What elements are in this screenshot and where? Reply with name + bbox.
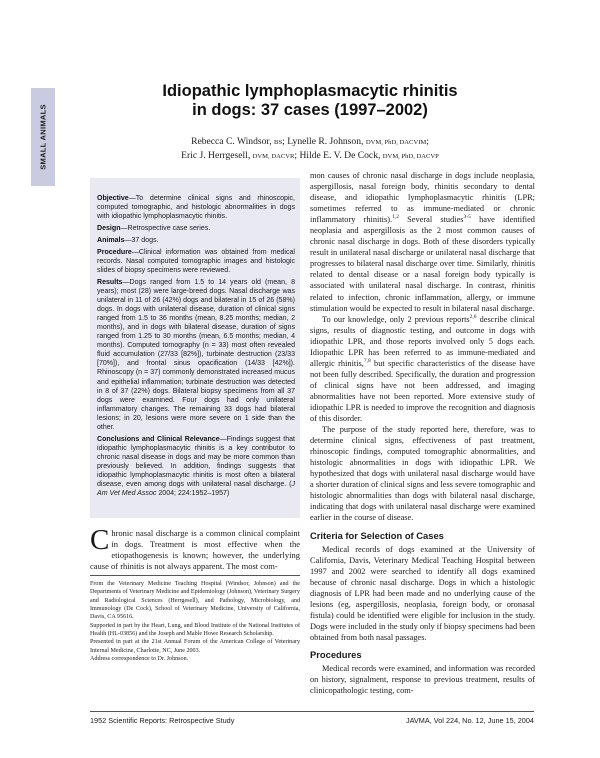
- body-text: mon causes of chronic nasal discharge in dogs include neoplasia, aspergillosis, nasal foreign body, rhinitis secondary to dental disease, and idiopathic lymphoplasmacytic rhinitis (LPR; sometimes referred to as immune-mediated or chronic inflammatory rhinitis).: [310, 171, 535, 225]
- footnote-presented: Presented in part at the 21st Annual Forum of the American College of Veterinary Internal Medicine, Charlotte, NC, June 2003.: [90, 639, 300, 654]
- abstract-text: —To determine clinical signs and rhinoscopic, computed tomographic, and histologic abnormalities in dogs with idiopathic lymphoplasmacytic rhinitis.: [97, 195, 295, 221]
- abstract-text: —Clinical information was obtained from medical records. Nasal computed tomographic images and histologic slides of biopsy specimens were reviewed.: [97, 248, 295, 274]
- abstract-label: Design: [97, 224, 121, 232]
- footnote-correspondence: Address correspondence to Dr. Johnson.: [90, 656, 189, 663]
- title-line-2: in dogs: 37 cases (1997–2002): [192, 101, 428, 119]
- abstract-text: —37 dogs.: [124, 236, 159, 244]
- drop-cap: C: [90, 524, 110, 556]
- reference-superscript: 7,8: [363, 358, 371, 365]
- section-tab: [31, 88, 55, 186]
- reference-superscript: 2,6: [469, 313, 477, 320]
- body-paragraph: [310, 314, 535, 424]
- abstract-design: [97, 224, 295, 233]
- body-paragraph: Medical records of dogs examined at the University of California, Davis, Veterinary Medical Teaching Hospital between 1997 and 2002 were searched to identify all dogs examined because of chronic nasal discharge. Dogs in which a histologic diagnosis of LPR had been made and no underlying cause of the lesions (eg, aspergillosis, neoplasia, foreign body, or oronasal fistula) could be identified were eligible for inclusion in the study. Dogs were included in the study only if biopsy specimens had been obtained from both nasal passages.: [310, 544, 536, 642]
- body-text: but specific characteristics of the disease have not been fully described. Specifically, the duration and progression of clinical signs have not been addressed, and imaging abnormalities have not been reported. More extensive study of idiopathic LPR is needed to improve the recognition and diagnosis of this disorder.: [310, 358, 535, 424]
- author-list: [80, 136, 540, 163]
- body-text: To our knowledge, only 2 previous reports: [322, 314, 470, 324]
- author-credentials: DVM, PhD, DACVIM: [365, 139, 427, 146]
- intro-text: hronic nasal discharge is a common clinical complaint in dogs. Treatment is most effective when the etiopathogenesis is known; however, the underlying cause of rhinitis is not always apparent. The most com-: [90, 528, 300, 571]
- section-heading-procedures: Procedures: [310, 648, 362, 660]
- author-name: ; Lynelle R. Johnson,: [282, 136, 364, 147]
- reference-superscript: 1,2: [392, 214, 399, 221]
- abstract-objective: [97, 194, 295, 221]
- body-text: have identified neoplasia and aspergillosis as the 2 most common causes of chronic nasal discharge in dogs. Both of these disorders typically result in unilateral nasal discharge or unilateral nasal discharge that progresses to bilateral nasal discharge over time. Similarly, rhinitis related to dental disease or a nasal foreign body typically is associated with unilateral nasal discharge. In contrast, rhinitis related to infection, chronic inflammation, allergy, or immune stimulation would be expected to result in bilateral nasal discharge.: [310, 215, 535, 313]
- section-tab-label: SMALL ANIMALS: [38, 104, 48, 170]
- abstract-text: —Findings suggest that idiopathic lymphoplasmacytic rhinitis is a key contributor to chronic nasal disease in dogs and may be more common than previously believed. In addition, findings suggests that idiopathic lymphoplasmacytic rhinitis is most often a bilateral disease, even among dogs with unilateral nasal discharge. (: [97, 435, 295, 489]
- abstract-label: Procedure: [97, 248, 132, 256]
- author-credentials: DVM, DACVR: [252, 152, 295, 160]
- abstract-label: Results: [97, 278, 123, 286]
- abstract-label: Conclusions and Clinical Relevance: [97, 435, 220, 443]
- reference-superscript: 3-5: [463, 214, 471, 221]
- citation-journal: J Am Vet Med Assoc: [97, 481, 295, 498]
- author-credentials: DVM, PhD, DACVP: [382, 152, 439, 160]
- footer-page-info: 1952 Scientific Reports: Retrospective Study: [90, 716, 235, 725]
- abstract-procedure: [97, 248, 295, 275]
- right-column: [310, 170, 535, 696]
- author-name: Eric J. Herrgesell,: [181, 149, 251, 161]
- author-credentials: BS: [274, 139, 283, 146]
- citation-details: 2004; 224:1952–1957): [156, 490, 230, 498]
- body-paragraph: The purpose of the study reported here, therefore, was to determine clinical signs, effectiveness of past treatment, rhinoscopic findings, computed tomographic abnormalities, and histologic abnormalities in dogs with idiopathic LPR. We hypothesized that dogs with unilateral nasal discharge would have a shorter duration of clinical signs and less severe tomographic and histologic abnormalities than dogs with bilateral nasal discharge, indicating that dogs with unilateral nasal discharge were examined earlier in the course of disease.: [310, 425, 535, 523]
- abstract-label: Animals: [97, 236, 125, 244]
- abstract-label: Objective: [97, 195, 129, 202]
- author-name: Rebecca C. Windsor,: [191, 136, 272, 147]
- body-text: describe clinical signs, results of diagnostic testing, and outcome in dogs with idiopathic LPR, and those reports involved only 5 dogs each. Idiopathic LPR has been referred to as immune-mediated and allergic rhinitis,: [310, 314, 535, 368]
- abstract-text: —Retrospective case series.: [120, 224, 211, 232]
- abstract: [97, 194, 295, 501]
- footnote-affiliation: From the Veterinary Medicine Teaching Hospital (Windsor, Johnson) and the Departments of Veterinary Medicine and Epidemiology (Johnson), Veterinary Surgery and Radiological Sciences (Herrgesell), and Pathology, Microbiology, and Immunology (De Cock), School of Veterinary Medicine, University of California, Davis, CA 95616.: [90, 581, 301, 621]
- author-line-1: [80, 136, 540, 150]
- body-paragraph: [310, 170, 535, 314]
- author-name: ; Hilde E. V. De Cock,: [294, 149, 381, 161]
- author-separator: ;: [426, 136, 429, 147]
- footnote-support: Supported in part by the Heart, Lung, and Blood Institute of the National Institutes of Health (HL-03856) and the Joseph and Mable Howe Research Scholarship.: [90, 622, 300, 638]
- footer-divider: [90, 711, 534, 712]
- body-text: Several studies: [398, 215, 464, 225]
- title-line-1: Idiopathic lymphoplasmacytic rhinitis: [162, 82, 458, 100]
- article-title: [80, 82, 540, 120]
- abstract-conclusions: [97, 435, 295, 499]
- footnotes: [90, 580, 300, 663]
- footnote-divider: [90, 575, 300, 576]
- abstract-animals: [97, 236, 295, 245]
- body-paragraph: Medical records were examined, and information was recorded on history, signalment, response to previous treatment, results of clinicopathologic testing, com-: [310, 663, 535, 696]
- abstract-text: —Dogs ranged from 1.5 to 14 years old (mean, 8 years); most (28) were large-breed dogs. Nasal discharge was unilateral in 11 of 26 (42%) dogs and bilateral in 15 of 26 (58%) dogs. In dogs with unilateral disease, duration of clinical signs ranged from 1.5 to 36 months (mean, 8.25 months; median, 2 months), and in dogs with bilateral disease, duration of signs ranged from 1.25 to 30 months (mean, 6.5 months; median, 4 months). Computed tomography (n = 33) most often revealed fluid accumulation (27/33 [82%]), turbinate destruction (23/33 [70%]), and frontal sinus opacification (14/33 [42%]). Rhinoscopy (n = 37) commonly demonstrated increased mucus and epithelial inflammation; turbinate destruction was detected in 8 of 37 (22%) dogs. Bilateral biopsy specimens from all 37 dogs were examined. Four dogs had only unilateral inflammatory changes. The remaining 33 dogs had bilateral lesions; in 20, lesions were more severe on 1 side than the other.: [97, 278, 295, 431]
- section-heading-criteria: Criteria for Selection of Cases: [310, 529, 444, 541]
- intro-paragraph: [90, 524, 300, 572]
- author-line-2: [80, 150, 540, 164]
- footer-journal-info: JAVMA, Vol 224, No. 12, June 15, 2004: [405, 716, 534, 725]
- abstract-results: [97, 278, 295, 433]
